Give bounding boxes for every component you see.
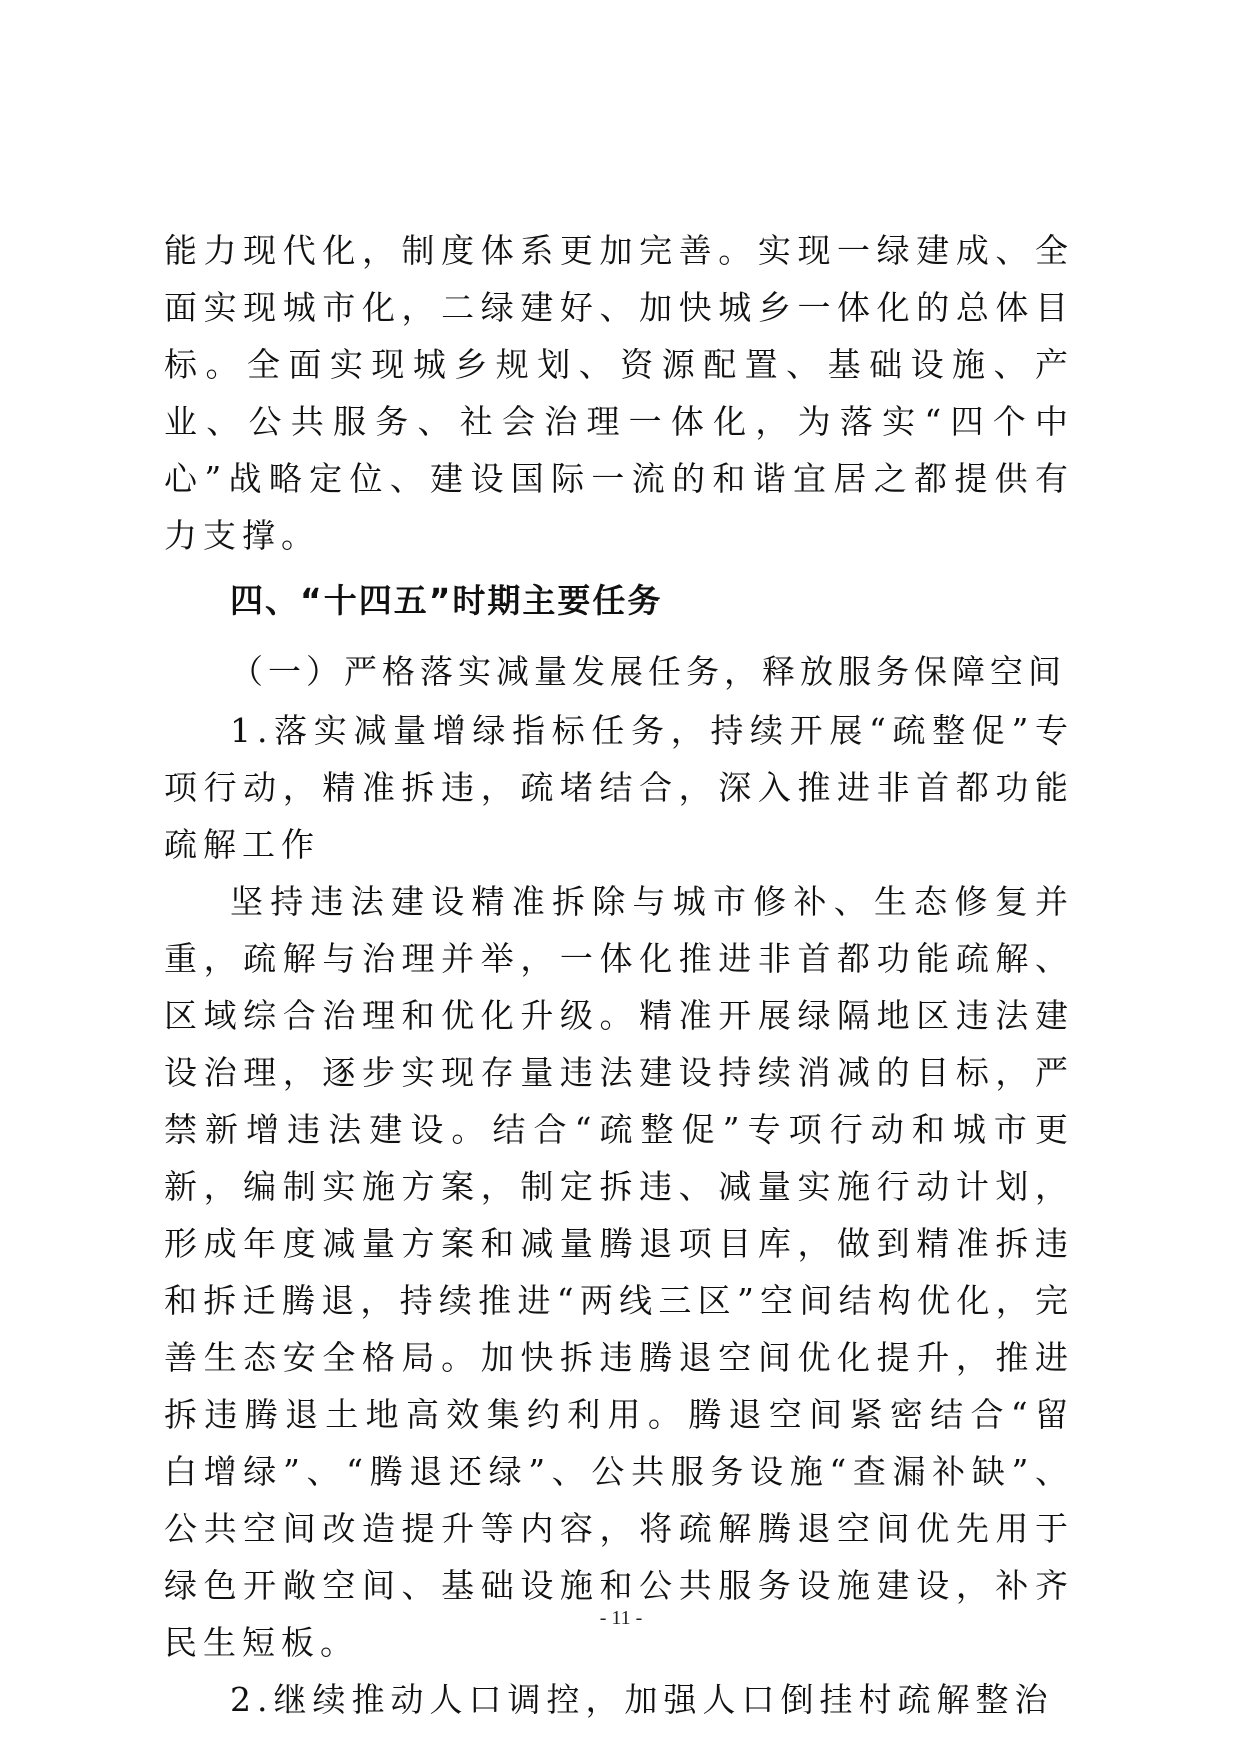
task-item-1-body: 坚持违法建设精准拆除与城市修补、生态修复并重，疏解与治理并举，一体化推进非首都功能疏解、区域综合治理和优化升级。精准开展绿隔地区违法建设治理，逐步实现存量违法建设持续消减的目标，严禁新增违法建设。结合“疏整促”专项行动和城市更新，编制实施方案，制定拆违、减量实施行动计划，形成年度减量方案和减量腾退项目库，做到精准拆违和拆迁腾退，持续推进“两线三区”空间结构优化，完善生态安全格局。加快拆违腾退空间优化提升，推进拆违腾退土地高效集约利用。腾退空间紧密结合“留白增绿”、“腾退还绿”、公共服务设施“查漏补缺”、公共空间改造提升等内容，将疏解腾退空间优先用于绿色开敞空间、基础设施和公共服务设施建设，补齐民生短板。 bbox=[164, 882, 1074, 1662]
page-number: - 11 - bbox=[599, 1607, 643, 1629]
subsection-heading: （一）严格落实减量发展任务，释放服务保障空间 bbox=[230, 652, 1066, 691]
document-body bbox=[164, 222, 1074, 1728]
paragraph-continuation: 能力现代化，制度体系更加完善。实现一绿建成、全面实现城市化，二绿建好、加快城乡一体化的总体目标。全面实现城乡规划、资源配置、基础设施、产业、公共服务、社会治理一体化，为落实“四个中心”战略定位、建设国际一流的和谐宜居之都提供有力支撑。 bbox=[164, 231, 1074, 555]
task-item-1-title: 1.落实减量增绿指标任务，持续开展“疏整促”专项行动，精准拆违，疏堵结合，深入推进非首都功能疏解工作 bbox=[164, 711, 1074, 864]
task-item-2-title: 2.继续推动人口调控，加强人口倒挂村疏解整治 bbox=[230, 1680, 1054, 1719]
section-heading: 四、“十四五”时期主要任务 bbox=[230, 581, 663, 620]
